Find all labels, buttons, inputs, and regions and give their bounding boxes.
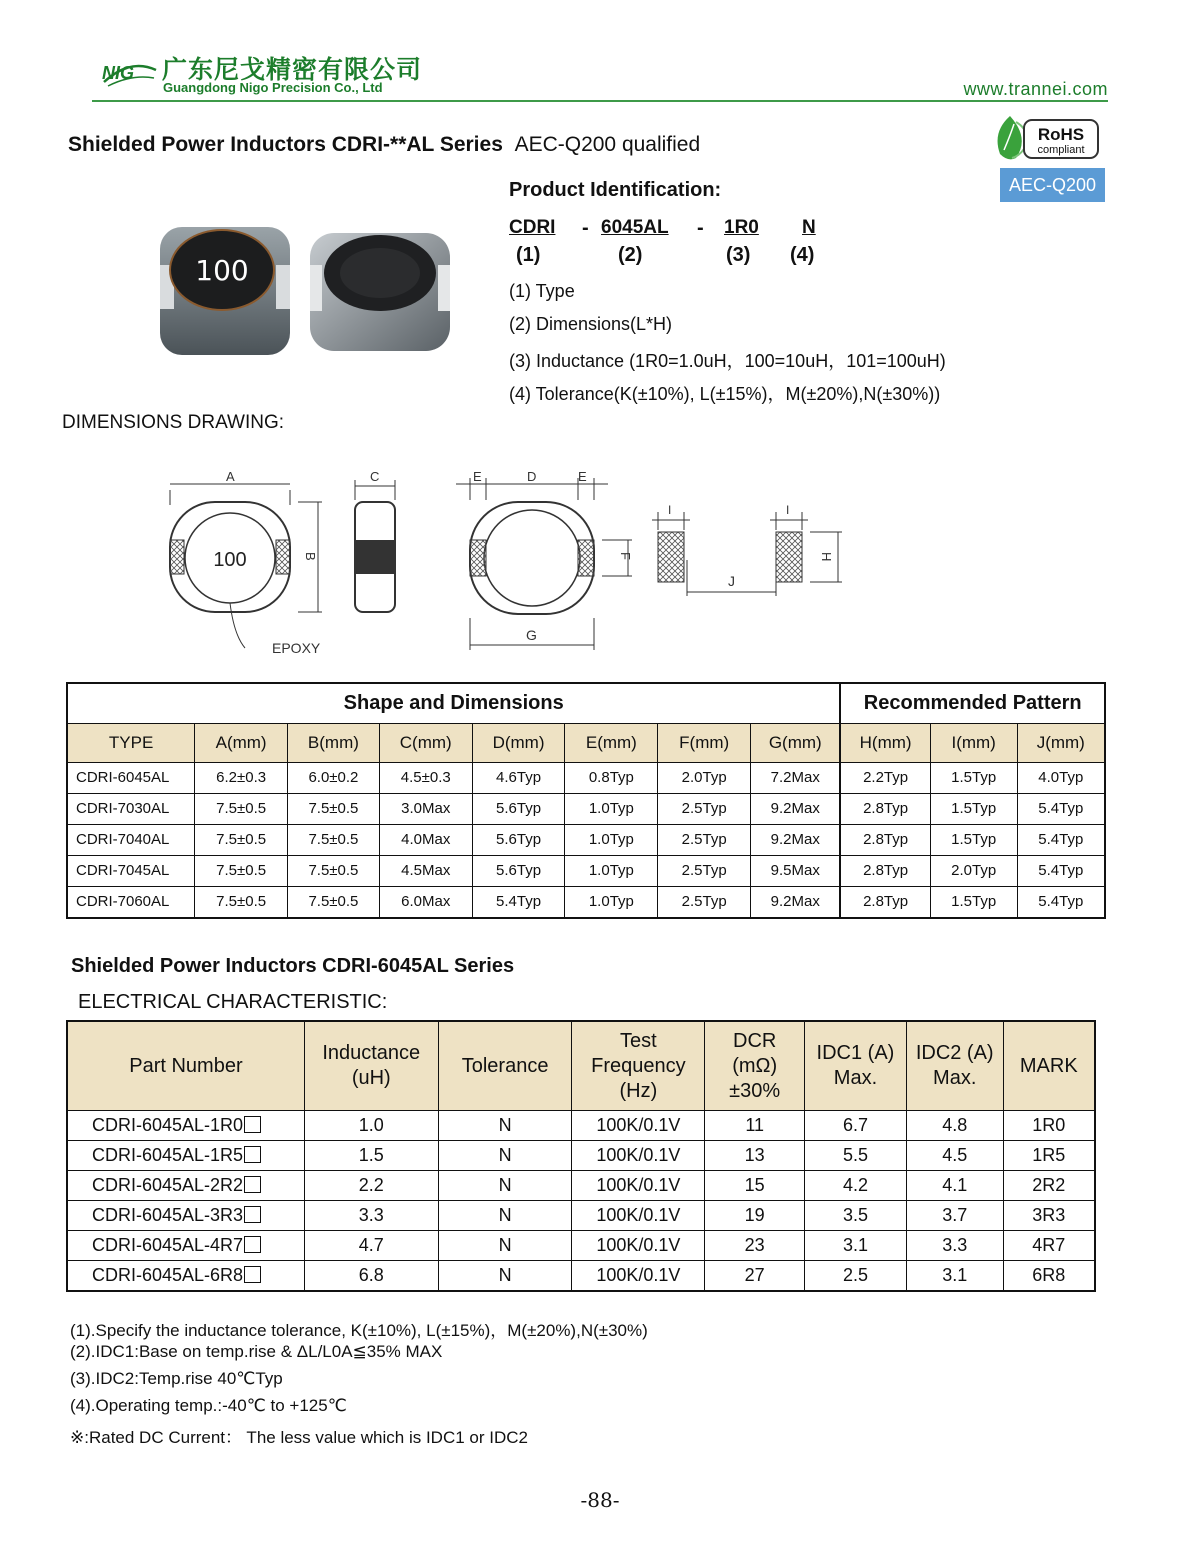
- tolerance-placeholder-box: [244, 1116, 261, 1133]
- column-header: F(mm): [658, 723, 751, 762]
- label-E-right: E: [578, 469, 587, 484]
- table-cell: 1.5Typ: [930, 824, 1017, 855]
- table-cell: 100K/0.1V: [572, 1261, 705, 1292]
- header-divider: [92, 100, 1108, 102]
- table-cell: 2.0Typ: [930, 855, 1017, 886]
- pid-item-tolerance: (4) Tolerance(K(±10%), L(±15%)，M(±20%),N(±30%)): [509, 384, 941, 404]
- table-cell: 7.2Max: [751, 762, 841, 793]
- title-main: Shielded Power Inductors CDRI-**AL Series: [68, 133, 503, 156]
- tolerance-placeholder-box: [244, 1236, 261, 1253]
- website-url: www.trannei.com: [963, 79, 1108, 99]
- electrical-table-body: [67, 1111, 1095, 1292]
- product-identification-title: Product Identification:: [509, 179, 722, 201]
- recommended-pattern-header: Recommended Pattern: [840, 683, 1105, 723]
- table-cell: 7.5±0.5: [288, 824, 380, 855]
- header-line: Frequency: [591, 1054, 686, 1077]
- part-number-cell: [67, 1111, 304, 1141]
- table-cell: 5.6Typ: [472, 855, 565, 886]
- table-row: [67, 886, 1105, 918]
- table-cell: 3.1: [805, 1231, 907, 1261]
- label-G: G: [526, 627, 537, 643]
- table-cell: 4.5±0.3: [379, 762, 472, 793]
- table-cell: 3.3: [304, 1201, 438, 1231]
- table-cell: 9.2Max: [751, 886, 841, 918]
- table-cell: 2.2Typ: [840, 762, 930, 793]
- company-name-cn: 广东尼戈精密有限公司: [162, 55, 423, 84]
- page-number: -88-: [580, 1488, 620, 1512]
- product-photo: [150, 215, 470, 365]
- table-cell: 1.0Typ: [565, 855, 658, 886]
- table-row: [67, 793, 1105, 824]
- table-cell: 100K/0.1V: [572, 1231, 705, 1261]
- table-cell: N: [438, 1141, 572, 1171]
- table-cell: 1.0Typ: [565, 793, 658, 824]
- aec-q200-badge: AEC-Q200: [1000, 168, 1105, 202]
- table-cell: 5.4Typ: [1017, 824, 1105, 855]
- header-line: Test: [620, 1029, 657, 1052]
- part-number-text: CDRI-6045AL-1R0: [92, 1115, 244, 1135]
- photo-marking-text: 100: [195, 254, 249, 287]
- table-cell: N: [438, 1111, 572, 1141]
- table-cell: 4R7: [1003, 1231, 1095, 1261]
- code-number-4: (4): [790, 244, 815, 266]
- part-number-cell: [67, 1141, 304, 1171]
- table-cell: 4.7: [304, 1231, 438, 1261]
- table-cell: 100K/0.1V: [572, 1111, 705, 1141]
- table-cell: 1R0: [1003, 1111, 1095, 1141]
- table-cell: 4.5: [906, 1141, 1003, 1171]
- company-name-en: Guangdong Nigo Precision Co., Ltd: [163, 80, 383, 95]
- table-cell: 11: [705, 1111, 805, 1141]
- code-dimensions: 6045AL: [601, 217, 669, 238]
- table-cell: 2.5Typ: [658, 793, 751, 824]
- part-number-text: CDRI-6045AL-1R5: [92, 1145, 244, 1165]
- table-cell: 7.5±0.5: [195, 855, 288, 886]
- table-cell: 2.8Typ: [840, 886, 930, 918]
- table-cell: 9.5Max: [751, 855, 841, 886]
- table-cell: 5.4Typ: [472, 886, 565, 918]
- dimensions-drawing: [150, 460, 870, 670]
- table-row: [67, 855, 1105, 886]
- column-header: E(mm): [565, 723, 658, 762]
- table-cell: 9.2Max: [751, 824, 841, 855]
- series-title: Shielded Power Inductors CDRI-6045AL Series: [71, 955, 515, 977]
- table-cell: 5.4Typ: [1017, 855, 1105, 886]
- label-I-left: I: [668, 503, 672, 517]
- table-cell: 2.8Typ: [840, 793, 930, 824]
- table-cell: 6.2±0.3: [195, 762, 288, 793]
- shape-dimensions-header: Shape and Dimensions: [67, 683, 840, 723]
- tolerance-placeholder-box: [244, 1206, 261, 1223]
- code-number-3: (3): [726, 244, 751, 266]
- table-cell: 2.8Typ: [840, 824, 930, 855]
- electrical-characteristics-table: [66, 1020, 1096, 1292]
- label-B: B: [303, 552, 318, 561]
- column-header: I(mm): [930, 723, 1017, 762]
- header-line: (mΩ): [732, 1054, 778, 1077]
- column-header: [705, 1021, 805, 1111]
- table-cell: 1.0: [304, 1111, 438, 1141]
- table-cell: 100K/0.1V: [572, 1201, 705, 1231]
- label-I-right: I: [786, 503, 790, 517]
- type-cell: CDRI-7060AL: [67, 886, 195, 918]
- table-cell: 0.8Typ: [565, 762, 658, 793]
- column-header: H(mm): [840, 723, 930, 762]
- table-cell: 19: [705, 1201, 805, 1231]
- header-line: MARK: [1019, 1054, 1078, 1077]
- drawing-marking: 100: [213, 549, 247, 571]
- label-epoxy: EPOXY: [272, 640, 321, 656]
- table-row: [67, 824, 1105, 855]
- note-rated-current: ※:Rated DC Current： The less value which is IDC1 or IDC2: [70, 1428, 528, 1447]
- label-D: D: [527, 469, 537, 484]
- code-separator: -: [582, 217, 589, 239]
- table-cell: 15: [705, 1171, 805, 1201]
- label-H: H: [819, 552, 834, 562]
- table-cell: 4.0Typ: [1017, 762, 1105, 793]
- table-cell: 1.5Typ: [930, 762, 1017, 793]
- shape-table-body: [67, 762, 1105, 918]
- table-cell: 1.5Typ: [930, 886, 1017, 918]
- table-cell: 6R8: [1003, 1261, 1095, 1292]
- part-number-text: CDRI-6045AL-3R3: [92, 1205, 244, 1225]
- code-number-2: (2): [618, 244, 643, 266]
- header-line: ±30%: [729, 1079, 781, 1102]
- pid-item-dimensions: (2) Dimensions(L*H): [509, 314, 673, 334]
- table-cell: 4.6Typ: [472, 762, 565, 793]
- table-cell: 4.0Max: [379, 824, 472, 855]
- table-cell: 2.5: [805, 1261, 907, 1292]
- table-cell: N: [438, 1231, 572, 1261]
- table-cell: N: [438, 1261, 572, 1292]
- code-inductance: 1R0: [724, 217, 759, 238]
- label-J: J: [728, 573, 735, 589]
- table-cell: 2.2: [304, 1171, 438, 1201]
- table-cell: 3R3: [1003, 1201, 1095, 1231]
- part-number-text: CDRI-6045AL-4R7: [92, 1235, 244, 1255]
- table-cell: 3.0Max: [379, 793, 472, 824]
- note-1: (1).Specify the inductance tolerance, K(±10%), L(±15%)，M(±20%),N(±30%): [70, 1321, 648, 1340]
- electrical-characteristic-title: ELECTRICAL CHARACTERISTIC:: [78, 991, 388, 1013]
- table-row: [67, 1171, 1095, 1201]
- label-A: A: [226, 469, 235, 484]
- table-cell: 5.6Typ: [472, 793, 565, 824]
- table-cell: N: [438, 1171, 572, 1201]
- column-header: [805, 1021, 907, 1111]
- column-header: [906, 1021, 1003, 1111]
- pid-item-inductance: (3) Inductance (1R0=1.0uH，100=10uH，101=100uH): [509, 351, 946, 371]
- tolerance-placeholder-box: [244, 1146, 261, 1163]
- note-2: (2).IDC1:Base on temp.rise & ΔL/L0A≦35% MAX: [70, 1342, 443, 1361]
- column-header: A(mm): [195, 723, 288, 762]
- type-cell: CDRI-7045AL: [67, 855, 195, 886]
- column-header: D(mm): [472, 723, 565, 762]
- table-cell: 6.0±0.2: [288, 762, 380, 793]
- table-cell: 2.0Typ: [658, 762, 751, 793]
- header-line: Tolerance: [461, 1054, 549, 1077]
- type-cell: CDRI-7040AL: [67, 824, 195, 855]
- table-cell: 2.5Typ: [658, 886, 751, 918]
- part-number-cell: [67, 1231, 304, 1261]
- code-separator: -: [697, 217, 704, 239]
- table-cell: 1.5: [304, 1141, 438, 1171]
- type-cell: CDRI-6045AL: [67, 762, 195, 793]
- label-C: C: [370, 469, 380, 484]
- table-cell: 3.1: [906, 1261, 1003, 1292]
- column-header: [572, 1021, 705, 1111]
- table-row: [67, 1201, 1095, 1231]
- rohs-text: RoHS: [1037, 125, 1085, 144]
- table-row: [67, 1231, 1095, 1261]
- table-cell: 1.5Typ: [930, 793, 1017, 824]
- header-line: IDC2 (A): [915, 1042, 994, 1064]
- code-tolerance: N: [802, 217, 816, 238]
- label-F: F: [618, 552, 633, 560]
- header-line: (uH): [351, 1067, 391, 1089]
- note-4: (4).Operating temp.:-40℃ to +125℃: [70, 1396, 347, 1415]
- table-cell: 100K/0.1V: [572, 1141, 705, 1171]
- table-row: [67, 1111, 1095, 1141]
- table-cell: 13: [705, 1141, 805, 1171]
- column-header: TYPE: [67, 723, 195, 762]
- label-E-left: E: [473, 469, 482, 484]
- table-row: [67, 1261, 1095, 1292]
- table-cell: 5.6Typ: [472, 824, 565, 855]
- header-line: Max.: [833, 1067, 878, 1089]
- page-title: [68, 133, 700, 157]
- table-cell: 7.5±0.5: [288, 793, 380, 824]
- header-line: Part Number: [129, 1054, 243, 1077]
- note-3: (3).IDC2:Temp.rise 40℃Typ: [70, 1369, 283, 1388]
- table-cell: 9.2Max: [751, 793, 841, 824]
- table-cell: 23: [705, 1231, 805, 1261]
- table-cell: 2.5Typ: [658, 855, 751, 886]
- code-number-1: (1): [516, 244, 541, 266]
- header-line: DCR: [733, 1029, 777, 1052]
- column-header: [304, 1021, 438, 1111]
- shape-dimensions-table: [66, 682, 1106, 919]
- header-line: Max.: [933, 1067, 977, 1089]
- rohs-badge: [990, 110, 1102, 164]
- table-cell: 1R5: [1003, 1141, 1095, 1171]
- table-cell: 5.5: [805, 1141, 907, 1171]
- table-cell: 2.8Typ: [840, 855, 930, 886]
- part-number-cell: [67, 1261, 304, 1292]
- table-cell: 1.0Typ: [565, 886, 658, 918]
- table-cell: 3.5: [805, 1201, 907, 1231]
- table-cell: 3.3: [906, 1231, 1003, 1261]
- table-cell: 4.1: [906, 1171, 1003, 1201]
- header-line: Inductance: [322, 1042, 421, 1064]
- table-cell: 6.7: [805, 1111, 907, 1141]
- tolerance-placeholder-box: [244, 1266, 261, 1283]
- header-line: IDC1 (A): [816, 1042, 895, 1064]
- code-type: CDRI: [509, 217, 556, 238]
- part-number-cell: [67, 1171, 304, 1201]
- table-cell: 2.5Typ: [658, 824, 751, 855]
- header-line: (Hz): [619, 1079, 658, 1102]
- tolerance-placeholder-box: [244, 1176, 261, 1193]
- table-cell: N: [438, 1201, 572, 1231]
- table-cell: 100K/0.1V: [572, 1171, 705, 1201]
- table-cell: 1.0Typ: [565, 824, 658, 855]
- rohs-compliant-text: compliant: [1037, 144, 1085, 156]
- table-cell: 7.5±0.5: [195, 886, 288, 918]
- table-cell: 4.5Max: [379, 855, 472, 886]
- column-header: [1003, 1021, 1095, 1111]
- table-cell: 4.2: [805, 1171, 907, 1201]
- table-row: [67, 1141, 1095, 1171]
- table-cell: 3.7: [906, 1201, 1003, 1231]
- column-header: G(mm): [751, 723, 841, 762]
- part-number-cell: [67, 1201, 304, 1231]
- table-row: [67, 762, 1105, 793]
- column-header: B(mm): [288, 723, 380, 762]
- column-header: C(mm): [379, 723, 472, 762]
- column-header: [67, 1021, 304, 1111]
- table-cell: 2R2: [1003, 1171, 1095, 1201]
- logo-text: NIG: [102, 63, 135, 83]
- table-cell: 7.5±0.5: [288, 855, 380, 886]
- table-cell: 4.8: [906, 1111, 1003, 1141]
- table-cell: 6.8: [304, 1261, 438, 1292]
- part-number-text: CDRI-6045AL-6R8: [92, 1265, 244, 1285]
- table-cell: 5.4Typ: [1017, 886, 1105, 918]
- type-cell: CDRI-7030AL: [67, 793, 195, 824]
- title-qualified: AEC-Q200 qualified: [514, 133, 701, 156]
- table-cell: 6.0Max: [379, 886, 472, 918]
- table-cell: 7.5±0.5: [288, 886, 380, 918]
- column-header: [438, 1021, 572, 1111]
- pid-item-type: (1) Type: [509, 281, 575, 301]
- column-header: J(mm): [1017, 723, 1105, 762]
- dimensions-drawing-title: DIMENSIONS DRAWING:: [62, 412, 285, 433]
- electrical-header-row: [67, 1021, 1095, 1111]
- table-cell: 5.4Typ: [1017, 793, 1105, 824]
- table-cell: 7.5±0.5: [195, 793, 288, 824]
- company-logo: [100, 52, 160, 92]
- part-number-text: CDRI-6045AL-2R2: [92, 1175, 244, 1195]
- table-cell: 7.5±0.5: [195, 824, 288, 855]
- table-cell: 27: [705, 1261, 805, 1292]
